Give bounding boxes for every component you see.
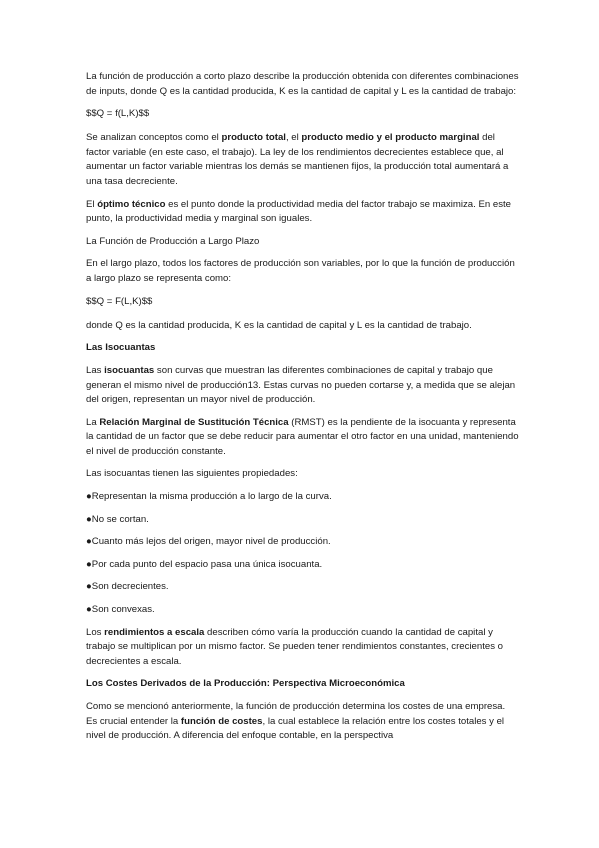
text: Las <box>86 364 105 376</box>
paragraph-technical-optimum <box>86 198 519 227</box>
bold-term-technical-optimum: óptimo técnico <box>97 198 166 210</box>
text: es el punto donde la productividad media del factor trabajo se maximiza. En este punto, la productividad media y marginal son iguales. <box>86 198 512 225</box>
text: , el <box>285 132 302 144</box>
list-item: ●Representan la misma producción a lo largo de la curva. <box>86 491 332 503</box>
bold-term-cost-function: función de costes <box>180 715 263 727</box>
bold-term-returns-to-scale: rendimientos a escala <box>104 626 205 638</box>
formula-long-run: $$Q = F(L,K)$$ <box>86 295 153 307</box>
text: del factor variable (en este caso, el trabajo). La ley de los rendimientos decrecientes establece que, al aumentar un factor variable mientras los demás se mantienen fijos, la producción total aumentará a una tasa decreciente. <box>86 132 509 188</box>
bold-term-average-marginal: producto medio y el producto marginal <box>301 132 480 144</box>
bold-term-total-product: producto total <box>221 132 286 144</box>
text: Como se mencionó anteriormente, la función de producción determina los costes de una empresa. Es crucial entender la <box>86 701 506 727</box>
list-item: ●Son convexas. <box>86 604 155 616</box>
list-item: ●Cuanto más lejos del origen, mayor nivel de producción. <box>86 536 331 548</box>
formula-short-run: $$Q = f(L,K)$$ <box>86 108 150 120</box>
text: (RMST) es la pendiente de la isocuanta y representa la cantidad de un factor que se debe reducir para aumentar el otro factor en una unidad, manteniendo el nivel de producción constante. <box>86 416 519 457</box>
list-item: ●Son decrecientes. <box>86 581 169 593</box>
section-title-costs: Los Costes Derivados de la Producción: Perspectiva Microeconómica <box>86 678 405 690</box>
paragraph-rmst <box>86 416 519 460</box>
paragraph-properties-intro: Las isocuantas tienen las siguientes propiedades: <box>86 468 298 480</box>
text: Se analizan conceptos como el <box>86 132 222 144</box>
bold-term-isoquants: isocuantas <box>104 364 155 376</box>
text: , la cual establece la relación entre los costes totales y el nivel de producción. A diferencia del enfoque contable, en la perspectiva <box>86 715 505 742</box>
text: Los <box>86 626 105 638</box>
paragraph-long-run: En el largo plazo, todos los factores de producción son variables, por lo que la función de producción a largo plazo se representa como: <box>86 258 515 285</box>
list-item: ●Por cada punto del espacio pasa una única isocuanta. <box>86 558 323 570</box>
paragraph-variables: donde Q es la cantidad producida, K es la cantidad de capital y L es la cantidad de trabajo. <box>86 319 472 331</box>
section-title-long-run: La Función de Producción a Largo Plazo <box>86 235 260 247</box>
paragraph-returns-to-scale <box>86 626 519 670</box>
text: describen cómo varía la producción cuando la cantidad de capital y trabajo se multiplican por un mismo factor. Se pueden tener rendimientos constantes, crecientes o decrecientes a escala. <box>86 626 504 667</box>
paragraph-isoquants <box>86 364 519 408</box>
section-title-isoquants: Las Isocuantas <box>86 342 156 354</box>
bold-term-rmst: Relación Marginal de Sustitución Técnica <box>99 416 289 428</box>
list-item: ●No se cortan. <box>86 513 149 525</box>
text: El <box>86 198 98 210</box>
text: son curvas que muestran las diferentes combinaciones de capital y trabajo que generan el mismo nivel de producción13. Estas curvas no pueden cortarse y, a medida que se alejan del origen, representan un mayor nivel de producción. <box>86 364 516 406</box>
paragraph-product-concepts <box>86 131 519 189</box>
paragraph-short-run-production: La función de producción a corto plazo describe la producción obtenida con diferentes combinaciones de inputs, donde Q es la cantidad producida, K es la cantidad de capital y L es la cantidad de trabajo: <box>86 71 519 97</box>
text: La <box>86 416 100 428</box>
paragraph-cost-function <box>86 700 519 744</box>
